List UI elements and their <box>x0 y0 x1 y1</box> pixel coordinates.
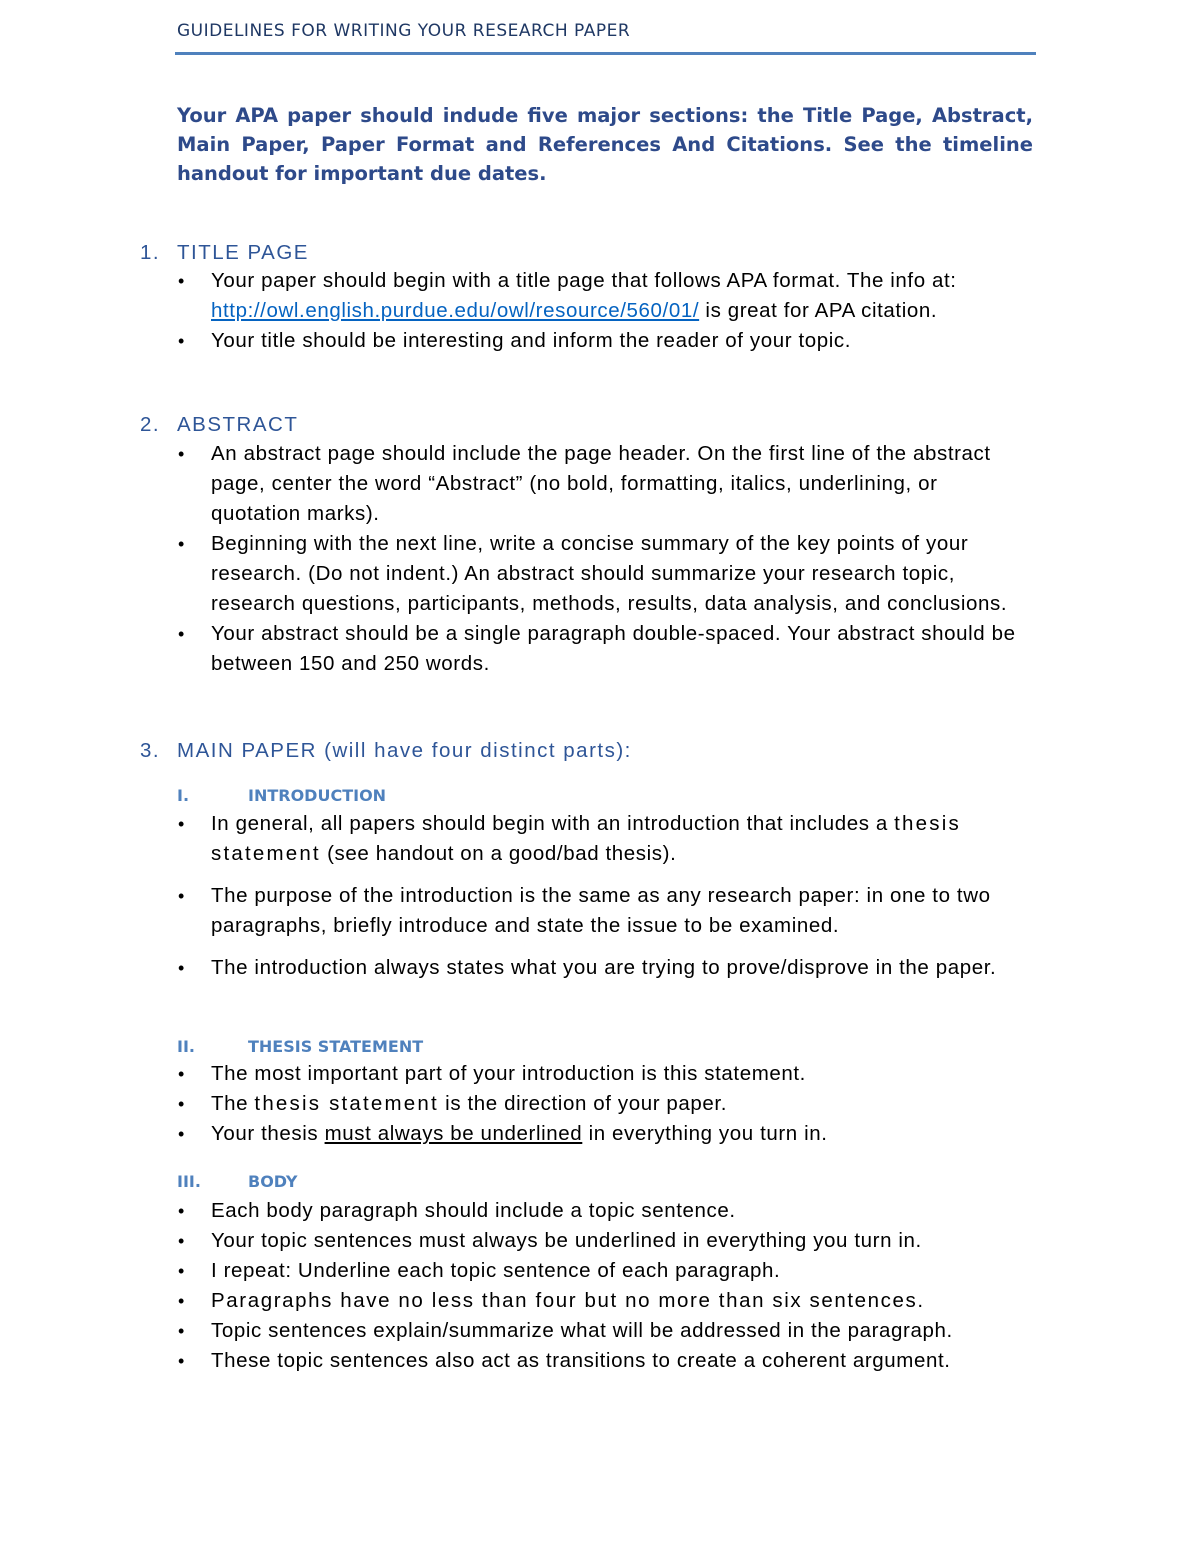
section-title: ABSTRACT <box>177 413 299 436</box>
header-rule <box>175 52 1036 55</box>
introduction-list <box>0 809 1200 983</box>
section-title: MAIN PAPER (will have four distinct parts): <box>177 739 632 762</box>
list-item: • Topic sentences explain/summarize what will be addressed in the paragraph. <box>0 1316 1031 1346</box>
bullet-icon: • <box>178 1124 185 1144</box>
list-item: • Your title should be interesting and inform the reader of your topic. <box>0 326 1031 356</box>
bullet-icon: • <box>178 271 185 291</box>
list-item: • These topic sentences also act as transitions to create a coherent argument. <box>0 1346 1031 1376</box>
bullet-icon: • <box>178 624 185 644</box>
list-item: • I repeat: Underline each topic sentence of each paragraph. <box>0 1256 1031 1286</box>
list-item: • Paragraphs have no less than four but no more than six sentences. <box>0 1286 1031 1316</box>
bullet-icon: • <box>178 1201 185 1221</box>
section-number: 2. <box>140 413 161 436</box>
bullet-icon: • <box>178 1094 185 1114</box>
abstract-list <box>0 439 1200 679</box>
list-item: • Your abstract should be a single paragraph double-spaced. Your abstract should be between 150 and 250 words. <box>0 619 1031 679</box>
bullet-icon: • <box>178 1291 185 1311</box>
list-item: • Each body paragraph should include a topic sentence. <box>0 1196 1031 1226</box>
list-item: • Beginning with the next line, write a concise summary of the key points of your research. (Do not indent.) An abstract should summarize your research topic, research questions, participants, methods, results, data analysis, and conclusions. <box>0 529 1031 619</box>
section-heading-main-paper <box>140 739 632 763</box>
bullet-icon: • <box>178 444 185 464</box>
section-heading-abstract <box>140 413 298 437</box>
title-page-list <box>0 266 1200 356</box>
subheading-body: III. BODY <box>177 1172 298 1191</box>
list-item: • Your topic sentences must always be underlined in everything you turn in. <box>0 1226 1031 1256</box>
subheading-introduction: I. INTRODUCTION <box>177 786 387 805</box>
header-title: GUIDELINES FOR WRITING YOUR RESEARCH PAPER <box>177 21 631 41</box>
list-item: • Your paper should begin with a title page that follows APA format. The info at: http://owl.english.purdue.edu/owl/resource/560/01/ is great for APA citation. <box>0 266 1031 326</box>
list-item: • The most important part of your introduction is this statement. <box>0 1059 1031 1089</box>
body-list <box>0 1196 1200 1376</box>
bullet-icon: • <box>178 1351 185 1371</box>
section-heading-title-page <box>140 241 309 265</box>
intro-paragraph: Your APA paper should indude five major sections: the Title Page, Abstract, Main Paper, Paper Format and References And Citations. See the timeline handout for important due dates. <box>177 104 1033 185</box>
list-item: • The purpose of the introduction is the same as any research paper: in one to two paragraphs, briefly introduce and state the issue to be examined. <box>0 881 1031 941</box>
section-number: 3. <box>140 739 161 762</box>
purdue-owl-link[interactable]: http://owl.english.purdue.edu/owl/resource/560/01/ <box>211 299 700 322</box>
bullet-icon: • <box>178 886 185 906</box>
bullet-icon: • <box>178 1064 185 1084</box>
list-item: • The thesis statement is the direction of your paper. <box>0 1089 1031 1119</box>
bullet-icon: • <box>178 1261 185 1281</box>
list-item: • Your thesis must always be underlined in everything you turn in. <box>0 1119 1031 1149</box>
list-item: • In general, all papers should begin with an introduction that includes a thesis statement (see handout on a good/bad thesis). <box>0 809 1031 869</box>
section-title: TITLE PAGE <box>177 241 309 264</box>
section-number: 1. <box>140 241 161 264</box>
bullet-icon: • <box>178 814 185 834</box>
subheading-thesis-statement: II. THESIS STATEMENT <box>177 1037 424 1056</box>
list-item: • The introduction always states what you are trying to prove/disprove in the paper. <box>0 953 1031 983</box>
bullet-icon: • <box>178 958 185 978</box>
bullet-icon: • <box>178 1231 185 1251</box>
bullet-icon: • <box>178 331 185 351</box>
bullet-icon: • <box>178 1321 185 1341</box>
list-item: • An abstract page should include the page header. On the first line of the abstract page, center the word “Abstract” (no bold, formatting, italics, underlining, or quotation marks). <box>0 439 1031 529</box>
thesis-list <box>0 1059 1200 1149</box>
bullet-icon: • <box>178 534 185 554</box>
